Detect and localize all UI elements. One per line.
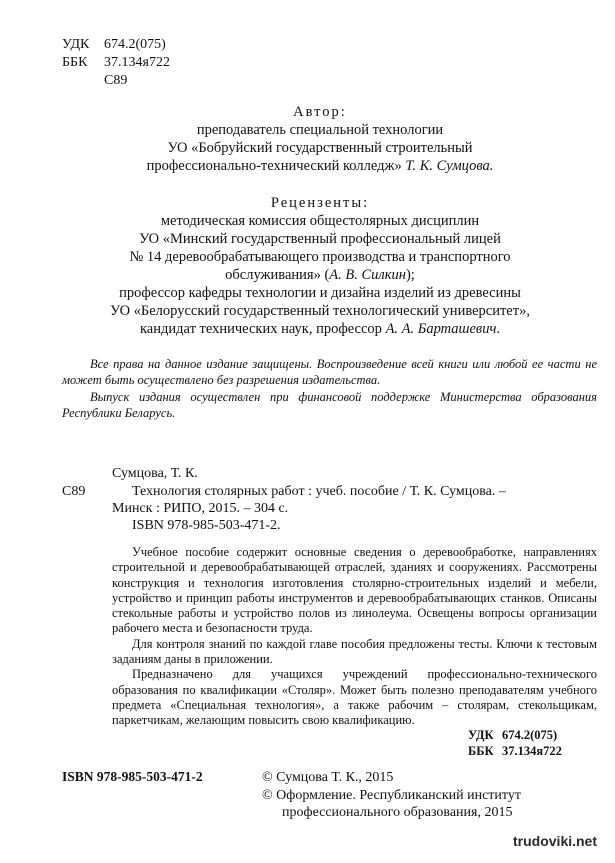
author-line-2: УО «Бобруйский государственный строительный — [167, 140, 473, 156]
copyright-line-1: © Сумцова Т. К., 2015 — [262, 770, 394, 785]
udk-label-bottom: УДК — [468, 728, 494, 742]
copyright-line-2: © Оформление. Республиканский институт — [262, 787, 521, 803]
bib-isbn-line: ISBN 978-985-503-471-2. — [132, 518, 281, 533]
bbk-value-bottom: 37.134я722 — [502, 744, 562, 758]
author-section — [40, 103, 600, 175]
udk-label: УДК — [62, 37, 90, 52]
bbk-line — [62, 54, 170, 72]
annotation-p2: Для контроля знаний по каждой главе пособия предложены тесты. Ключи к тестовым заданиям даны в приложении. — [112, 636, 597, 667]
reviewers-section — [40, 194, 600, 338]
author-name: Т. К. Сумцова. — [405, 158, 494, 174]
bbk-value: 37.134я722 — [104, 55, 170, 70]
reviewers-line-3: № 14 деревообрабатывающего производства и транспортного — [129, 249, 511, 265]
udk-value-bottom: 674.2(075) — [502, 728, 558, 742]
annotation-p1: Учебное пособие содержит основные сведения о деревообработке, направлениях строительной и деревообрабатывающей отраслей, зданиях и сооружениях. Рассмотрены конструкция и технология изготовления столярно-строительных изделий и мебели, устройство и принцип работы инструментов и деревообрабатывающих станков. Описаны стекольные работы и устройство полов из линолеума. Освещены вопросы организации рабочего места и безопасности труда. — [112, 545, 597, 636]
copyright-line-3: профессионального образования, 2015 — [282, 805, 513, 820]
reviewers-line-5: профессор кафедры технологии и дизайна изделий из древесины — [119, 285, 521, 301]
reviewers-heading: Рецензенты: — [270, 195, 370, 211]
rights-notes — [62, 356, 597, 421]
author-heading: Автор: — [293, 104, 347, 120]
reviewers-line-4-end: ); — [405, 267, 415, 283]
bib-author: Сумцова, Т. К. — [112, 466, 198, 481]
annotation — [112, 545, 597, 729]
bbk-line-bottom — [468, 743, 562, 759]
rights-note: Все права на данное издание защищены. Воспроизведение всей книги или любой ее части не может быть осуществлено без разрешения издательства. — [62, 357, 597, 388]
classification-codes-bottom — [468, 727, 562, 759]
reviewer-name-1: А. В. Силкин — [329, 267, 406, 283]
bbk-label-bottom: ББК — [468, 744, 494, 758]
udk-line — [62, 36, 170, 54]
reviewers-line-1: методическая комиссия общестолярных дисциплин — [160, 213, 480, 229]
reviewers-line-4-text: обслуживания» ( — [225, 267, 330, 283]
funding-note: Выпуск издания осуществлен при финансовой поддержке Министерства образования Республики Беларусь. — [62, 389, 597, 420]
reviewers-line-6: УО «Белорусский государственный технологический университет», — [110, 303, 530, 319]
reviewers-line-2: УО «Минский государственный профессиональный лицей — [139, 231, 501, 247]
annotation-p3: Предназначено для учащихся учреждений профессионально-технического образования по квалификации «Столяр». Может быть полезно преподавателям учебного предмета «Специальная технология», а также рабочим – столярам, стекольщикам, паркетчикам, желающим повысить свою квалификацию. — [112, 667, 597, 728]
author-line-3 — [40, 157, 600, 175]
classification-codes — [62, 36, 170, 90]
bib-mark: С89 — [62, 484, 86, 499]
bbk-label: ББК — [62, 55, 88, 70]
copyright-block — [262, 769, 521, 822]
bib-publisher-line: Минск : РИПО, 2015. – 304 с. — [112, 501, 289, 516]
isbn: ISBN 978-985-503-471-2 — [62, 769, 203, 784]
author-mark-line — [62, 72, 170, 90]
reviewers-line-7-end: . — [496, 321, 501, 337]
author-line-1: преподаватель специальной технологии — [196, 122, 444, 138]
reviewers-line-7-text: кандидат технических наук, профессор — [139, 321, 386, 337]
reviewer-name-2: А. А. Барташевич — [385, 321, 497, 337]
author-org: профессионально-технический колледж» — [146, 158, 402, 174]
watermark: trudoviki.net — [513, 833, 598, 849]
udk-line-bottom — [468, 727, 562, 743]
author-mark: С89 — [104, 73, 128, 88]
bib-title-line: Технология столярных работ : учеб. пособие / Т. К. Сумцова. – — [132, 484, 506, 499]
reviewers-line-4 — [40, 266, 600, 284]
udk-value: 674.2(075) — [104, 37, 166, 52]
reviewers-line-7 — [40, 320, 600, 338]
